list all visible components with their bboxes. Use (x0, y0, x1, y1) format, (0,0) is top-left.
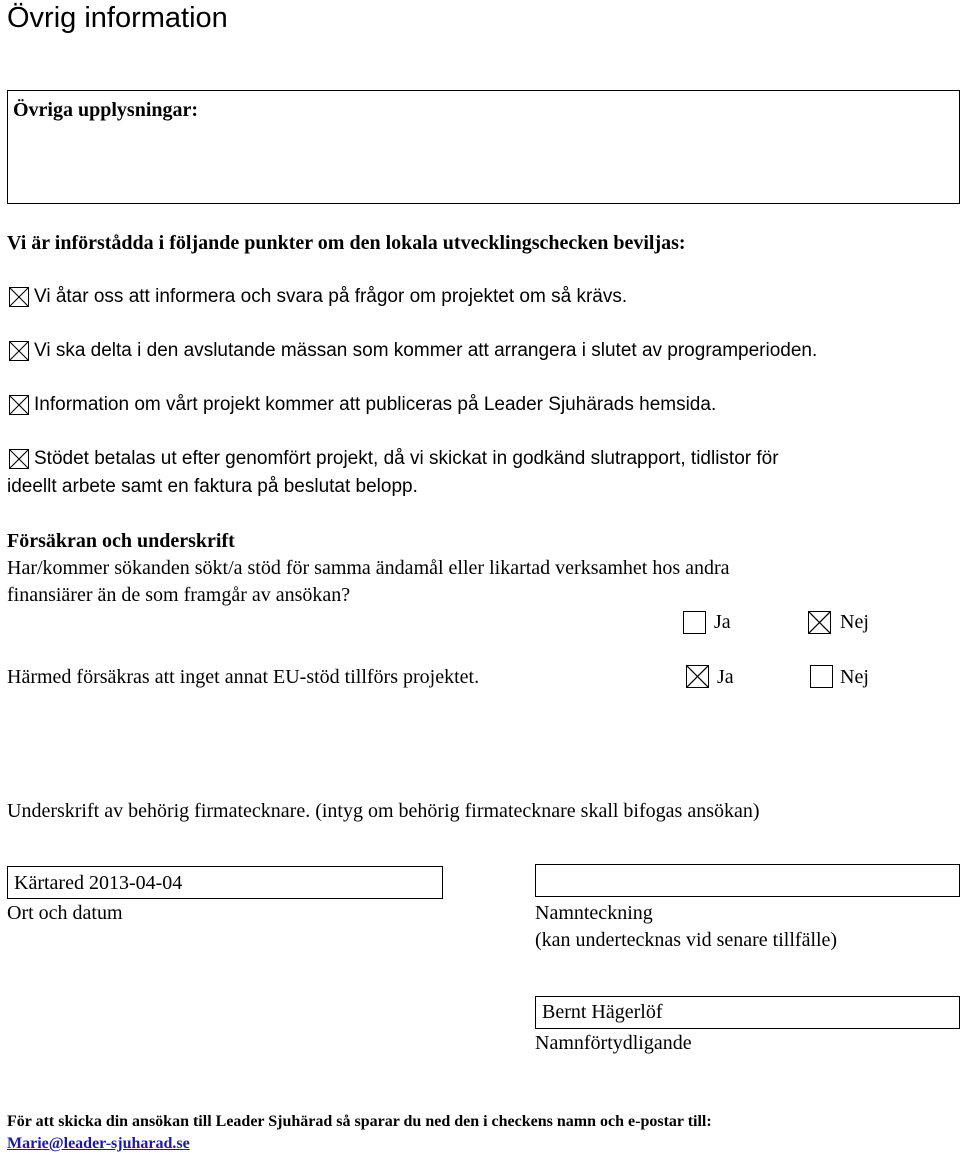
checkmark-x-icon (687, 666, 708, 687)
q1-no-label: Nej (840, 611, 869, 633)
q1-yes-label: Ja (714, 611, 731, 633)
place-date-label: Ort och datum (7, 902, 123, 924)
signature-title: Underskrift av behörig firmatecknare. (intyg om behörig firmatecknare skall bifogas ansökan) (7, 800, 760, 822)
footer-email-link[interactable]: Marie@leader-sjuharad.se (7, 1135, 190, 1152)
signature-field[interactable] (535, 864, 960, 897)
checkmark-x-icon (10, 288, 28, 306)
name-clarification-value: Bernt Hägerlöf (542, 1001, 663, 1023)
checkmark-x-icon (10, 342, 28, 360)
forsakran-question-1: Har/kommer sökanden sökt/a stöd för samma ändamål eller likartad verksamhet hos andra (7, 557, 730, 579)
point-3-text: Information om vårt projekt kommer att publiceras på Leader Sjuhärads hemsida. (34, 394, 717, 415)
point-4-checkbox[interactable] (9, 449, 29, 469)
points-title: Vi är införstådda i följande punkter om den lokala utvecklingschecken beviljas: (7, 232, 686, 254)
q2-no-checkbox[interactable] (810, 665, 833, 688)
point-2-checkbox[interactable] (9, 341, 29, 361)
q1-yes-checkbox[interactable] (683, 611, 706, 634)
q1-no-checkbox[interactable] (808, 611, 831, 634)
q2-no-label: Nej (840, 666, 869, 688)
point-3-checkbox[interactable] (9, 395, 29, 415)
q2-yes-checkbox[interactable] (686, 665, 709, 688)
name-clarification-field[interactable] (535, 996, 960, 1029)
forsakran-title: Försäkran och underskrift (7, 530, 235, 552)
forsakran-question-2: Härmed försäkras att inget annat EU-stöd tillförs projektet. (7, 666, 480, 688)
footer-text: För att skicka din ansökan till Leader Sjuhärad så sparar du ned den i checkens namn och e-postar till: (7, 1113, 712, 1130)
q2-yes-label: Ja (717, 666, 734, 688)
point-1-text: Vi åtar oss att informera och svara på frågor om projektet om så krävs. (34, 286, 628, 307)
ovriga-upplysningar-field[interactable] (7, 90, 960, 204)
point-2-text: Vi ska delta i den avslutande mässan som kommer att arrangera i slutet av programperioden. (34, 340, 818, 361)
name-clarification-label: Namnförtydligande (535, 1032, 692, 1054)
ovriga-upplysningar-label: Övriga upplysningar: (13, 99, 199, 121)
place-date-value: Kärtared 2013-04-04 (14, 872, 183, 894)
checkmark-x-icon (809, 612, 830, 633)
point-4-text-cont: ideellt arbete samt en faktura på beslutat belopp. (7, 476, 418, 497)
signature-note: (kan undertecknas vid senare tillfälle) (535, 929, 838, 951)
forsakran-question-1-cont: finansiärer än de som framgår av ansökan? (7, 584, 351, 606)
place-date-field[interactable] (7, 866, 443, 899)
point-4-text: Stödet betalas ut efter genomfört projekt, då vi skickat in godkänd slutrapport, tidlistor för (34, 448, 779, 469)
point-1-checkbox[interactable] (9, 287, 29, 307)
checkmark-x-icon (10, 450, 28, 468)
signature-label: Namnteckning (535, 902, 653, 924)
page-title: Övrig information (7, 2, 228, 34)
checkmark-x-icon (10, 396, 28, 414)
